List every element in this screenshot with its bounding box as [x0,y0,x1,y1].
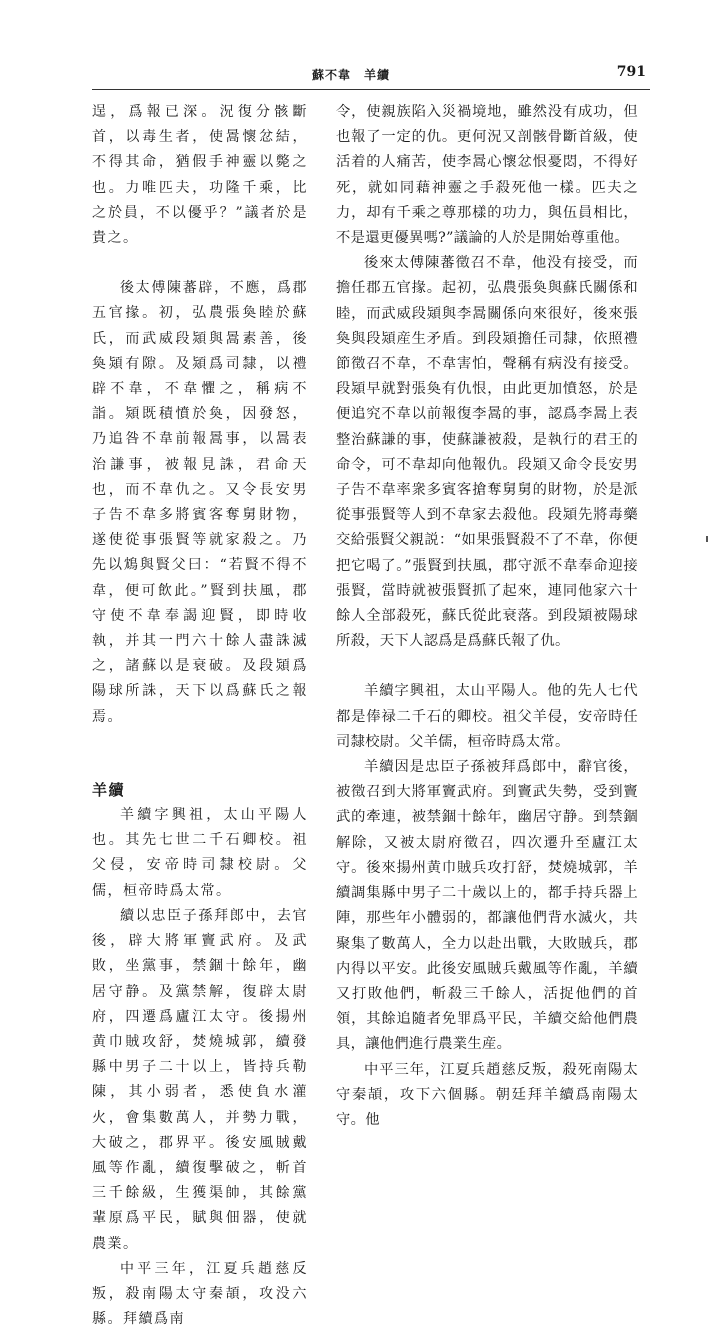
translation-text-column [336,100,638,1133]
translation-paragraph: 後來太傅陳蕃徵召不韋，他没有接受，而擔任郡五官掾。起初，弘農張奐與蘇氏關係和睦，而武威段熲與李暠關係向來很好，後來張奐與段熲産生矛盾。到段熲擔任司隸，依照禮節徵召不韋，不韋害怕，聲稱有病没有接受。段熲早就對張奐有仇恨，由此更加憤怒，於是便追究不韋以前報復李暠的事，認爲李暠上表整治蘇謙的事，使蘇謙被殺，是執行的君王的命令，可不韋却向他報仇。段熲又命令長安男子告不韋率衆多賓客搶奪舅舅的財物，於是派從事張賢等人到不韋家去殺他。段熲先將毒藥交給張賢父親説：“如果張賢殺不了不韋，你便把它喝了。”張賢到扶風，郡守派不韋奉命迎接張賢，當時就被張賢抓了起來，連同他家六十餘人全部殺死，蘇氏從此衰落。到段熲被陽球所殺，天下人認爲是爲蘇氏報了仇。 [336,255,638,650]
classical-paragraph: 後太傅陳蕃辟，不應，爲郡五官掾。初，弘農張奐睦於蘇氏，而武威段熲與暠素善，後奐熲有隙。及熲爲司隸，以禮辟不韋，不韋懼之，稱病不詣。熲既積憤於奐，因發怒，乃追咎不韋前報暠事，以暠表治謙事，被報見誅，君命天也，而不韋仇之。又令長安男子告不韋多將賓客奪舅財物，遂使從事張賢等就家殺之。乃先以鴆與賢父曰：“若賢不得不韋，便可飲此。”賢到扶風，郡守使不韋奉謁迎賢，即時收執，并其一門六十餘人盡誅滅之，諸蘇以是衰破。及段熲爲陽球所誅，天下以爲蘇氏之報焉。 [92,280,308,725]
section-spacer [336,654,638,679]
page-number: 791 [616,64,646,80]
classical-paragraph: 中平三年，江夏兵趙慈反叛，殺南陽太守秦頡，攻没六縣。拜續爲南 [92,1260,308,1328]
page-header [92,64,646,84]
running-title: 蘇不韋 羊續 [312,68,391,82]
section-title: 羊續 [92,780,126,799]
translation-paragraph: 羊續因是忠臣子孫被拜爲郎中，辭官後，被徵召到大將軍竇武府。到竇武失勢，受到竇武的牽連，被禁錮十餘年，幽居守静。到禁錮解除，又被太尉府徵召，四次遷升至廬江太守。後來揚州黄巾賊兵攻打舒，焚燒城郭，羊續調集縣中男子二十歲以上的，都手持兵器上陣，那些年小體弱的，都讓他們背水滅火，共聚集了數萬人，全力以赴出戰，大敗賊兵，郡内得以平安。此後安風賊兵戴風等作亂，羊續又打敗他們，斬殺三千餘人，活捉他們的首領，其餘追隨者免罪爲平民，羊續交給他們農具，讓他們進行農業生産。 [336,759,638,1053]
translation-paragraph: 中平三年，江夏兵趙慈反叛，殺死南陽太守秦頡，攻下六個縣。朝廷拜羊續爲南陽太守。他 [336,1061,638,1128]
classical-paragraph: 逞，爲報已深。況復分骸斷首，以毒生者，使暠懷忿結，不得其命，猶假手神靈以斃之也。力唯匹夫，功隆千乘，比之於員，不以優乎？”議者於是貴之。 [92,104,308,247]
classical-paragraph: 續以忠臣子孫拜郎中，去官後，辟大將軍竇武府。及武敗，坐黨事，禁錮十餘年，幽居守静。及黨禁解，復辟太尉府，四遷爲廬江太守。後揚州黄巾賊攻舒，焚燒城郭，續發縣中男子二十以上，皆持兵勒陳，其小弱者，悉使負水灌火，會集數萬人，并勢力戰，大破之，郡界平。後安風賊戴風等作亂，續復擊破之，斬首三千餘級，生獲渠帥，其餘黨輩原爲平民，賦與佃器，使就農業。 [92,907,308,1252]
margin-mark [706,536,708,542]
header-rule [92,89,650,90]
classical-text-column [92,100,308,1332]
paragraph-spacer [92,251,308,276]
translation-paragraph: 令，使親族陷入災禍境地，雖然没有成功，但也報了一定的仇。更何況又剖骸骨斷首級，使活着的人痛苦，使李暠心懷忿恨憂悶，不得好死，就如同藉神靈之手殺死他一樣。匹夫之力，却有千乘之尊那樣的功力，與伍員相比，不是還更優異嗎?”議論的人於是開始尊重他。 [336,104,638,247]
classical-paragraph: 羊續字興祖，太山平陽人也。其先七世二千石卿校。祖父侵，安帝時司隸校尉。父儒，桓帝時爲太常。 [92,807,308,899]
translation-paragraph: 羊續字興祖，太山平陽人。他的先人七代都是俸禄二千石的卿校。祖父羊侵，安帝時任司隸校尉。父羊儒，桓帝時爲太常。 [336,683,638,750]
section-spacer [92,730,308,778]
